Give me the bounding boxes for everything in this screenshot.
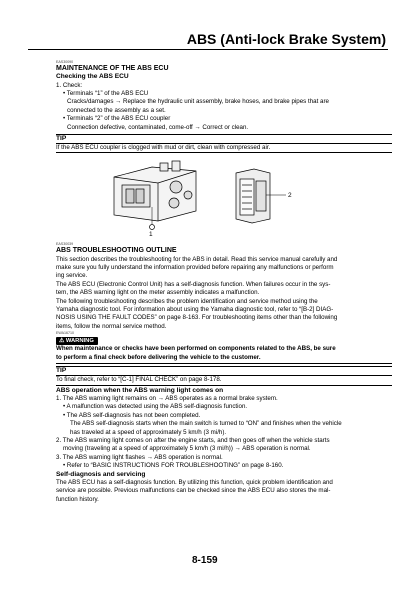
op-step-3-bullet: • Refer to “BASIC INSTRUCTIONS FOR TROUBLESHOOTING” on page 8-160. [63, 462, 284, 470]
method-line-3: NOSIS USING THE FAULT CODES” on page 8-163. For troubleshooting items other than the following [56, 314, 338, 322]
tip-box [56, 134, 392, 153]
selfdiag-heading: Self-diagnosis and servicing [56, 470, 146, 478]
page-number: 8-159 [192, 555, 218, 566]
intro-line-2: make sure you fully understand the information provided before repairing any malfunctions or perform [56, 264, 334, 272]
selfdiag-line-2: service are possible. Previous malfunctions can be checked since the ABS ECU also stores the mal- [56, 487, 331, 495]
intro-line-3: ing service. [56, 272, 88, 280]
figure-label-2: 2 [288, 192, 292, 200]
selfdiag-line-1: The ABS ECU has a self-diagnosis function. By utilizing this function, quick problem identification and [56, 478, 333, 486]
method-line-2: Yamaha diagnostic tool. For information about using the Yamaha diagnostic tool, refer to “[B-2] DIAG- [56, 306, 334, 314]
tip-box-2 [56, 366, 392, 385]
tip-text-2: To final check, refer to “[C-1] FINAL CHECK” on page 8-178. [56, 376, 222, 384]
tip-label-2: TIP [56, 367, 392, 376]
header-rule [28, 49, 388, 50]
warning-label: WARNING [65, 337, 94, 344]
tip-text: If the ABS ECU coupler is clogged with mud or dirt, clean with compressed air. [56, 144, 271, 152]
terminals-1-text-b: connected to the assembly as a set. [67, 106, 166, 114]
method-line-1: The following troubleshooting describes the problem identification and service method using the [56, 297, 318, 305]
abs-ecu-illustration [56, 157, 392, 239]
maintenance-heading: MAINTENANCE OF THE ABS ECU [56, 64, 169, 72]
ecu-line-2: tem, the ABS warning light on the meter assembly indicates a malfunction. [56, 289, 260, 297]
intro-line-1: This section describes the troubleshooting for the ABS in detail. Read this service manual carefully and [56, 255, 338, 263]
warning-line-1: When maintenance or checks have been performed on components related to the ABS, be sure [56, 345, 336, 353]
ecu-line-1: The ABS ECU (Electronic Control Unit) has a self-diagnosis function. When failures occur in the sys- [56, 280, 331, 288]
tip-label: TIP [56, 135, 392, 144]
warning-text [56, 345, 392, 364]
op-step-1-text-a: The ABS self-diagnosis starts when the main switch is turned to “ON” and finishes when the vehicle [70, 420, 342, 428]
bullet-terminals-1: • Terminals “1” of the ABS ECU [63, 90, 149, 97]
section-code: EAS30090 [56, 60, 74, 64]
section-title: ABS (Anti-lock Brake System) [186, 31, 386, 47]
page-header [28, 30, 388, 49]
step-check: 1. Check: [56, 81, 83, 89]
page-body [56, 60, 392, 504]
operation-heading: ABS operation when the ABS warning light comes on [56, 386, 224, 394]
op-step-2-a: 2. The ABS warning light comes on after the engine starts, and then goes off when the vehicle starts [56, 436, 330, 444]
warning-code: EWA16710 [56, 331, 75, 336]
terminals-1-text-a: Cracks/damages → Replace the hydraulic unit assembly, brake hoses, and brake pipes that are [67, 98, 329, 106]
terminals-2-text: Connection defective, contaminated, come-off → Correct or clean. [67, 123, 249, 131]
op-step-1-text-b: has traveled at a speed of approximately 5 km/h (3 mi/h). [70, 428, 227, 436]
warning-line-2: to perform a final check before delivering the vehicle to the customer. [56, 353, 261, 361]
op-step-2-b: moving (traveling at a speed of approximately 5 km/h (3 mi/h)) → ABS operation is normal. [63, 445, 311, 453]
bullet-terminals-2: • Terminals “2” of the ABS ECU coupler [63, 115, 171, 123]
op-step-1: 1. The ABS warning light remains on → ABS operates as a normal brake system. [56, 394, 278, 402]
op-step-3: 3. The ABS warning light flashes → ABS operation is normal. [56, 453, 223, 461]
method-line-4: items, follow the normal service method. [56, 322, 167, 330]
figure-label-1: 1 [149, 231, 153, 239]
warning-badge [56, 337, 98, 345]
troubleshooting-heading: ABS TROUBLESHOOTING OUTLINE [56, 247, 177, 255]
checking-heading: Checking the ABS ECU [56, 73, 129, 81]
op-step-1-bullet-2: • The ABS self-diagnosis has not been completed. [63, 411, 201, 419]
abs-ecu-figure [56, 157, 392, 239]
selfdiag-line-3: function history. [56, 495, 99, 503]
warning-triangle-icon: ⚠ [59, 337, 65, 344]
op-step-1-bullet-1: • A malfunction was detected using the ABS self-diagnosis function. [63, 403, 248, 411]
section-code-2: EAS30039 [56, 242, 74, 247]
